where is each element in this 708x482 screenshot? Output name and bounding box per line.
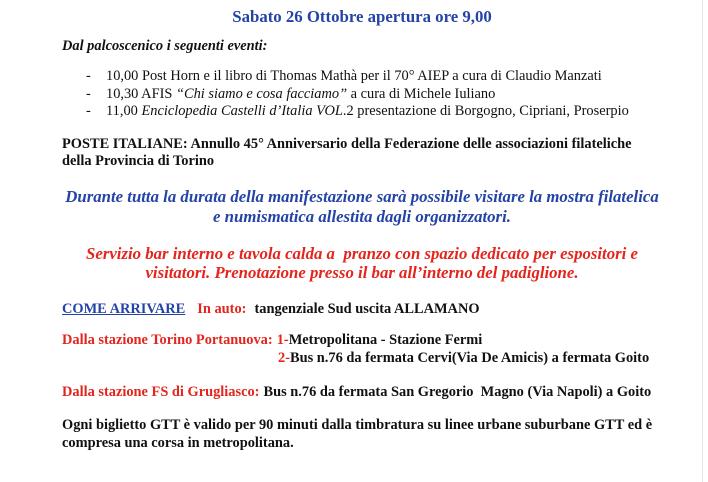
postmark-notice	[62, 136, 662, 170]
how-to-arrive-row	[62, 300, 662, 318]
exhibition-notice-line: Durante tutta la durata della manifestazione sarà possibile visitare la mostra filatelica	[65, 187, 659, 206]
route-text: Bus n.76 da fermata Cervi(Via De Amicis) a fermata Goito	[290, 350, 650, 366]
portanuova-option-2	[278, 349, 698, 367]
grugliasco-label: Dalla stazione FS di Grugliasco:	[62, 384, 260, 400]
route-number: 1-	[276, 332, 289, 348]
list-item	[86, 103, 666, 121]
exhibition-notice-line: e numismatica allestita dagli organizzatori.	[213, 206, 511, 226]
ticket-info-line: Ogni biglietto GTT è valido per 90 minuti dalla timbratura su linee urbane suburbane GTT ed è	[62, 417, 653, 433]
list-bullet: -	[86, 85, 91, 102]
how-to-arrive-heading: COME ARRIVARE	[62, 301, 186, 317]
event-title-italic: “Chi siamo e cosa facciamo”	[175, 85, 348, 102]
portanuova-directions	[62, 331, 662, 349]
postmark-line: POSTE ITALIANE: Annullo 45° Anniversario della Federazione delle associazioni filateliche	[62, 136, 632, 152]
opening-title: Sabato 26 Ottobre apertura ore 9,00	[232, 7, 492, 26]
route-text: Metropolitana - Stazione Fermi	[288, 332, 483, 348]
route-number: 2-	[278, 350, 290, 366]
by-car-route: tangenziale Sud uscita ALLAMANO	[254, 301, 480, 317]
event-text: 11,00	[106, 103, 142, 119]
bar-notice-line: Servizio bar interno e tavola calda a pranzo con spazio dedicato per espositori e	[86, 244, 638, 263]
by-car-label: In auto:	[197, 301, 247, 317]
list-item	[86, 68, 666, 86]
postmark-line: della Provincia di Torino	[62, 153, 215, 169]
events-list	[86, 68, 666, 121]
event-text: .2 presentazione di Borgogno, Cipriani, Proserpio	[342, 103, 629, 119]
event-text: 10,30 AFIS	[106, 85, 176, 102]
exhibition-notice	[62, 187, 662, 226]
route-text: Bus n.76 da fermata San Gregorio Magno (Via Napoli) a Goito	[263, 384, 652, 400]
grugliasco-directions	[62, 383, 662, 401]
ticket-info-line: compresa una corsa in metropolitana.	[62, 435, 294, 451]
list-item	[86, 86, 666, 104]
page-edge	[702, 0, 703, 482]
ticket-info	[62, 416, 662, 452]
list-bullet: -	[86, 103, 91, 119]
bar-service-notice	[62, 245, 662, 282]
list-bullet: -	[86, 68, 91, 84]
bar-notice-line: visitatori. Prenotazione presso il bar all’interno del padiglione.	[145, 262, 579, 282]
event-title-italic: Enciclopedia Castelli d’Italia VOL	[141, 103, 343, 119]
event-text: 10,00 Post Horn e il libro di Thomas Mathà per il 70° AIEP a cura di Claudio Manzati	[106, 68, 602, 84]
portanuova-label: Dalla stazione Torino Portanuova:	[62, 332, 273, 348]
event-text: a cura di Michele Iuliano	[347, 85, 496, 102]
events-intro: Dal palcoscenico i seguenti eventi:	[62, 38, 268, 54]
